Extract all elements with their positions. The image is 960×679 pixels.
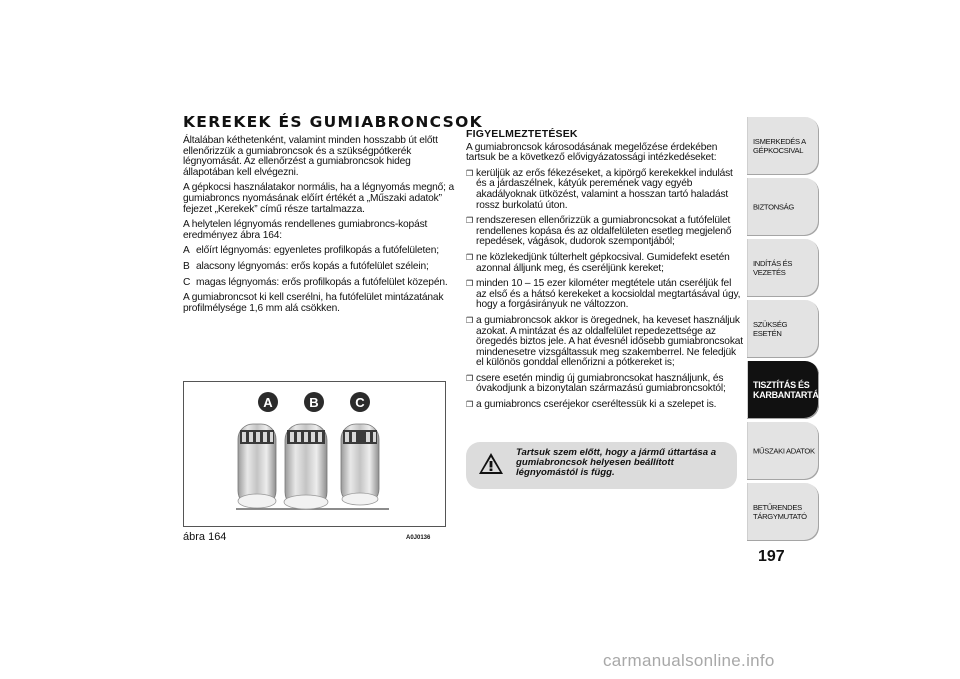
list-item — [466, 374, 744, 395]
tab-ismerkedes[interactable] — [747, 117, 819, 175]
list-text: kerüljük az erős fékezéseket, a kipörgő kerekekkel indulást és a járdaszélnek, kátyúk peremének vagy egyéb akadályoknak ütközést, valamint a hosszan tartó haladást rossz burkolatú úton. — [476, 167, 733, 211]
checkbox-bullet-icon: ❒ — [466, 279, 474, 289]
page-number: 197 — [758, 548, 785, 565]
tab-szukseg[interactable] — [747, 300, 819, 358]
checkbox-bullet-icon: ❒ — [466, 315, 474, 325]
tire-illustration — [184, 382, 445, 526]
list-letter: B — [183, 260, 190, 272]
list-item — [466, 253, 744, 274]
paragraph: Általában kéthetenként, valamint minden hosszabb út előtt ellenőrizzük a gumiabroncsok és a szükségpótkerék légnyomását. Az ellenőrzést a gumiabroncsok hideg állapotában kell elvégezni. — [183, 135, 438, 178]
list-item — [183, 246, 455, 257]
tab-tisztitas[interactable] — [747, 361, 825, 419]
label-b: B — [309, 395, 319, 410]
checkbox-bullet-icon: ❒ — [466, 373, 474, 383]
tab-label: INDÍTÁS ÉS VEZETÉS — [753, 259, 793, 277]
list-text: csere esetén mindig új gumiabroncsokat használjunk, és óvakodjunk a bizonytalan származású gumiabroncsoktól; — [476, 372, 726, 395]
tab-label: TISZTÍTÁS ÉS KARBANTARTÁS — [753, 380, 825, 400]
tab-label: MŰSZAKI ADATOK — [753, 446, 815, 456]
label-badge-b — [304, 392, 324, 412]
warnings-title: FIGYELMEZTETÉSEK — [466, 128, 578, 140]
paragraph: A gumiabroncsot ki kell cserélni, ha futófelület mintázatának profilmélysége 1,6 mm alá csökken. — [183, 292, 444, 314]
warning-box — [466, 442, 737, 489]
tab-muszaki[interactable] — [747, 422, 819, 480]
paragraph: A gépkocsi használatakor normális, ha a légnyomás megnő; a gumiabroncs nyomásának előírt értékét a „Műszaki adatok” fejezet „Kerekek” című része tartalmazza. — [183, 182, 455, 215]
tire-a-illustration — [238, 424, 276, 508]
tab-inditas[interactable] — [747, 239, 819, 297]
warning-text: Tartsuk szem előtt, hogy a jármű úttartása a gumiabroncsok helyesen beállított légnyomástól is függ. — [516, 447, 717, 478]
list-text: minden 10 – 15 ezer kilométer megtétele után cseréljük fel az első és a hátsó kerekeket a kocsioldal megtartásával úgy, hogy a forgásirányuk ne változzon. — [476, 278, 741, 311]
list-item — [466, 216, 744, 248]
list-item — [183, 262, 455, 273]
list-text: ne közlekedjünk túlterhelt gépkocsival. Gumidefekt esetén azonnal álljunk meg, és cseréljünk kereket; — [476, 251, 730, 274]
list-letter: A — [183, 245, 190, 257]
list-item — [183, 278, 455, 289]
figure-caption: ábra 164 — [183, 531, 227, 543]
list-text: a gumiabroncs cseréjekor cseréltessük ki a szelepet is. — [476, 399, 717, 411]
tab-label: ISMERKEDÉS A GÉPKOCSIVAL — [753, 137, 806, 155]
checkbox-bullet-icon: ❒ — [466, 168, 474, 178]
tab-label: BETŰRENDES TÁRGYMUTATÓ — [753, 503, 807, 521]
tire-wear-figure — [183, 381, 446, 527]
tab-label: SZÜKSÉG ESETÉN — [753, 320, 788, 338]
tire-b-illustration — [284, 424, 328, 509]
label-c: C — [355, 395, 365, 410]
list-item — [466, 279, 744, 311]
section-heading: KEREKEK ÉS GUMIABRONCSOK — [183, 113, 483, 131]
list-item — [466, 316, 744, 369]
paragraph: A helytelen légnyomás rendellenes gumiabroncs-kopást eredményez ábra 164: — [183, 219, 428, 241]
list-item — [466, 400, 744, 411]
list-text: rendszeresen ellenőrizzük a gumiabroncsokat a futófelület rendellenes kopása és az oldalfelületen esetleg megjelenő repedések, vágások, dudorok szempontjából; — [476, 215, 732, 248]
right-column — [466, 129, 744, 416]
tab-label: BIZTONSÁG — [753, 202, 795, 212]
warning-triangle-icon — [478, 452, 504, 475]
watermark: carmanualsonline.info — [603, 651, 775, 670]
list-text: előírt légnyomás: egyenletes profilkopás a futófelületen; — [196, 245, 439, 257]
tab-betu[interactable] — [747, 483, 819, 541]
figure-code: A0J0136 — [406, 535, 431, 541]
checkbox-bullet-icon: ❒ — [466, 400, 474, 410]
warnings-intro: A gumiabroncsok károsodásának megelőzése érdekében tartsuk be a következő elővigyázatossági intézkedéseket: — [466, 141, 718, 164]
list-text: magas légnyomás: erős profilkopás a futófelület közepén. — [196, 276, 448, 288]
checkbox-bullet-icon: ❒ — [466, 216, 474, 226]
list-text: a gumiabroncsok akkor is öregednek, ha keveset használjuk azokat. A mintázat és az oldalfelület repedezettsége az öregedés biztos jele. A hat évesnél idősebb gumiabroncsokat mindenesetre vizsgáltassuk meg szakemberrel. Ne feledjük el különös gonddal ellenőrizni a pótkereket is; — [476, 314, 743, 369]
warnings-list — [466, 169, 744, 411]
tire-c-illustration — [341, 424, 379, 505]
checkbox-bullet-icon: ❒ — [466, 252, 474, 262]
list-letter: C — [183, 276, 191, 288]
label-badge-c — [350, 392, 370, 412]
list-item — [466, 169, 744, 211]
list-text: alacsony légnyomás: erős kopás a futófelület szélein; — [196, 260, 429, 272]
label-a: A — [263, 395, 273, 410]
label-badge-a — [258, 392, 278, 412]
tab-biztonsag[interactable] — [747, 178, 819, 236]
left-column — [183, 136, 455, 319]
